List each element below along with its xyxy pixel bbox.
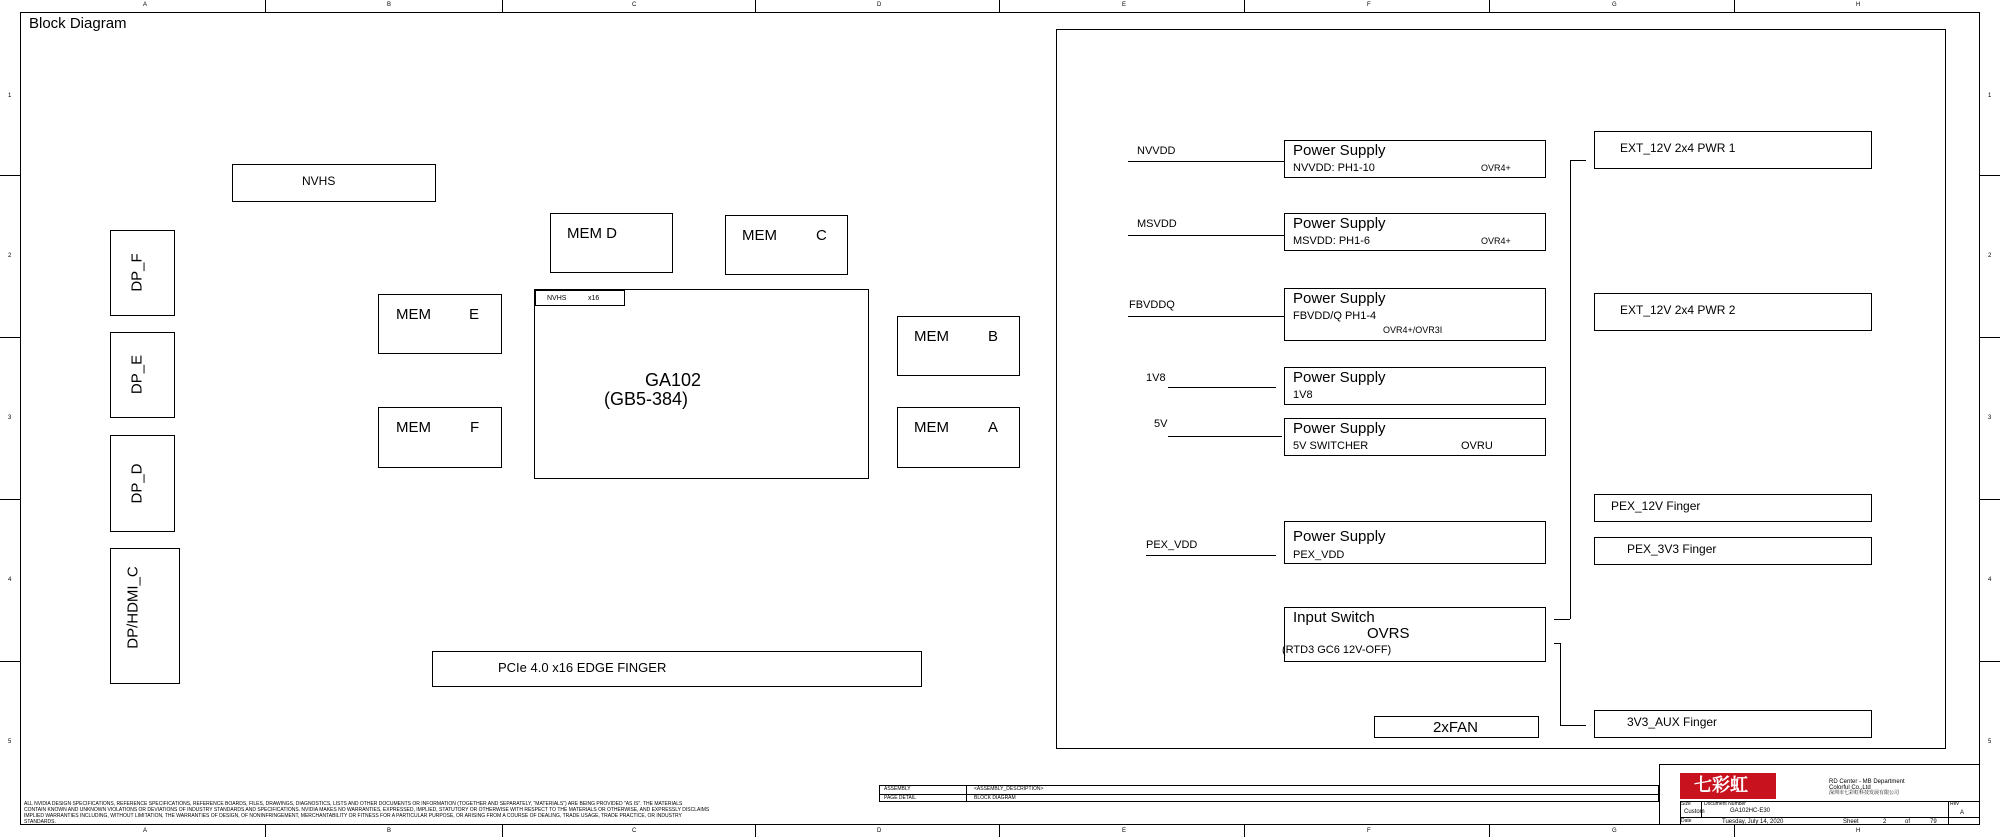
- pex-3v3-finger-label: PEX_3V3 Finger: [1627, 542, 1717, 556]
- rail-line-1v8: [1168, 387, 1276, 388]
- mem-f-letter: F: [470, 419, 480, 436]
- dp-hdmi-block: [110, 548, 180, 684]
- mem-d-label: MEM D: [567, 225, 617, 242]
- sheet-total: 79: [1930, 819, 1937, 825]
- mem-e-letter: E: [469, 306, 480, 323]
- ps-1v8-title: Power Supply: [1293, 369, 1386, 386]
- row-label-2: 2: [8, 253, 12, 259]
- mem-a-letter: A: [988, 419, 999, 436]
- nvhs-block: [232, 164, 436, 202]
- 12v-bus-bottom: [1554, 619, 1570, 620]
- ps-5v-sub: 5V SWITCHER: [1293, 440, 1369, 452]
- ext-12v-pwr2-label: EXT_12V 2x4 PWR 2: [1620, 303, 1736, 317]
- col-label-c-bottom: C: [632, 828, 637, 834]
- dp-f-block: [110, 230, 175, 316]
- title-block: [1659, 764, 1980, 825]
- size-label: Size: [1681, 801, 1691, 807]
- gpu-variant: (GB5-384): [604, 389, 689, 409]
- rail-line-msvdd: [1128, 235, 1284, 236]
- rail-label-pex-vdd: PEX_VDD: [1146, 539, 1198, 551]
- 12v-bus-top: [1570, 160, 1586, 161]
- pcie-edge-finger: [432, 651, 922, 687]
- col-label-a-bottom: A: [143, 828, 148, 834]
- ext-12v-pwr1-label: EXT_12V 2x4 PWR 1: [1620, 141, 1736, 155]
- disclaimer-line-1: ALL NVIDIA DESIGN SPECIFICATIONS, REFERENCE SPECIFICATIONS, REFERENCE BOARDS, FILES, DRAWINGS, DIAGNOSTICS, LISTS AND OTHER DOCUMENTS OR INFORMATION (TOGETHER AND SEPARATELY, "MATERIALS") ARE BEING PROVIDED "AS IS". THE MATERIALS: [24, 801, 683, 807]
- pex-12v-finger-label: PEX_12V Finger: [1611, 499, 1701, 513]
- rev-label: Rev: [1950, 801, 1959, 807]
- power-supply-msvdd: [1284, 213, 1546, 251]
- row-label-4-right: 4: [1988, 577, 1992, 583]
- input-switch-block: [1284, 607, 1546, 662]
- gpu-block: [534, 289, 869, 479]
- disclaimer: [24, 801, 884, 825]
- sheet-number: 2: [1883, 819, 1887, 825]
- company-name: Colorful Co.,Ltd: [1829, 785, 1871, 791]
- diagram-title: Block Diagram: [29, 15, 127, 32]
- ps-fbvddq-title: Power Supply: [1293, 290, 1386, 307]
- row-label-2-right: 2: [1988, 253, 1992, 259]
- row-label-5-right: 5: [1988, 739, 1992, 745]
- dp-e-label: DP_E: [128, 354, 146, 395]
- pcie-label: PCIe 4.0 x16 EDGE FINGER: [498, 660, 667, 675]
- ps-nvvdd-tag: OVR4+: [1481, 163, 1511, 173]
- rail-label-5v: 5V: [1154, 418, 1168, 430]
- rail-label-nvvdd: NVVDD: [1137, 145, 1176, 157]
- col-label-b-bottom: B: [387, 828, 392, 834]
- mem-b-letter: B: [988, 328, 999, 345]
- disclaimer-line-3: IMPLIED WARRANTIES INCLUDING, WITHOUT LIMITATION, THE WARRANTIES OF DESIGN, OF NONINFRINGEMENT, MERCHANTABILITY OR FITNESS FOR A PARTICULAR PURPOSE, OR ARISING FROM A COURSE OF DEALING, TRADE USAGE, TRADE PRACTICE, OR INDUSTRY: [24, 813, 682, 819]
- ps-nvvdd-sub: NVVDD: PH1-10: [1293, 162, 1375, 174]
- 12v-bus-line: [1570, 160, 1571, 619]
- col-label-b: B: [387, 2, 392, 8]
- gpu-name: GA102: [645, 370, 702, 390]
- mem-b-block: [897, 316, 1020, 376]
- disclaimer-line-4: STANDARDS.: [24, 819, 56, 825]
- ps-pex-vdd-sub: PEX_VDD: [1293, 549, 1345, 561]
- rail-label-1v8: 1V8: [1146, 372, 1166, 384]
- aux-bus-bottom: [1560, 725, 1586, 726]
- mem-d-block: [550, 213, 673, 273]
- docnum-label: Document Number: [1704, 801, 1746, 807]
- of-label: of: [1905, 819, 1911, 825]
- col-label-a: A: [143, 2, 148, 8]
- col-label-h: H: [1856, 2, 1861, 8]
- col-label-g-bottom: G: [1612, 828, 1617, 834]
- dp-e-block: [110, 332, 175, 418]
- mem-e-block: [378, 294, 502, 354]
- mem-c-block: [725, 215, 848, 275]
- row-label-3: 3: [8, 415, 12, 421]
- fan-block: [1374, 716, 1539, 738]
- date-label: Date: [1681, 818, 1692, 824]
- mem-c-letter: C: [816, 227, 827, 244]
- dp-f-label: DP_F: [128, 253, 146, 292]
- mem-e-label: MEM: [396, 306, 431, 323]
- sheet-label: Sheet: [1843, 819, 1859, 825]
- row-label-1: 1: [8, 93, 12, 99]
- aux-bus-top: [1554, 643, 1560, 644]
- assembly-block: [879, 785, 1659, 802]
- pex-12v-finger: [1594, 494, 1872, 522]
- power-supply-nvvdd: [1284, 140, 1546, 178]
- rail-line-5v: [1168, 436, 1282, 437]
- aux-3v3-finger-label: 3V3_AUX Finger: [1627, 715, 1718, 729]
- input-switch-title: Input Switch: [1293, 609, 1375, 626]
- ext-12v-pwr2: [1594, 293, 1872, 331]
- dept-name: RD Center - MB Department: [1829, 779, 1905, 785]
- power-supply-5v: [1284, 418, 1546, 456]
- mem-b-label: MEM: [914, 328, 949, 345]
- assembly-label: ASSEMBLY: [884, 786, 911, 792]
- ps-5v-tag: OVRU: [1461, 440, 1493, 452]
- ps-1v8-sub: 1V8: [1293, 389, 1313, 401]
- row-label-3-right: 3: [1988, 415, 1992, 421]
- company-name-cn: 深圳市七彩虹科技发展有限公司: [1829, 790, 1900, 796]
- rail-label-fbvddq: FBVDDQ: [1129, 299, 1175, 311]
- col-label-f: F: [1367, 2, 1371, 8]
- ps-5v-title: Power Supply: [1293, 420, 1386, 437]
- ps-fbvddq-sub: FBVDD/Q PH1-4: [1293, 310, 1377, 322]
- ps-fbvddq-tag: OVR4+/OVR3I: [1383, 325, 1443, 335]
- rev-value: A: [1960, 810, 1965, 816]
- fan-label: 2xFAN: [1433, 719, 1479, 736]
- mem-f-label: MEM: [396, 419, 431, 436]
- col-label-d: D: [877, 2, 882, 8]
- mem-a-block: [897, 407, 1020, 468]
- gpu-tab-x16: x16: [588, 295, 600, 302]
- col-label-e-bottom: E: [1122, 828, 1127, 834]
- company-logo: [1680, 773, 1776, 799]
- disclaimer-line-2: CONTAIN KNOWN AND UNKNOWN VIOLATIONS OR DEVIATIONS OF INDUSTRY STANDARDS AND SPECIFICATIONS. NVIDIA MAKES NO WARRANTIES, EXPRESSED, IMPLIED, STATUTORY OR OTHERWISE WITH RESPECT TO THE MATERIALS OR OTHERWISE, AND EXPRESSLY DISCLAIMS: [24, 807, 710, 813]
- page-detail-value: BLOCK DIAGRAM: [974, 795, 1016, 801]
- aux-3v3-finger: [1594, 710, 1872, 738]
- power-supply-pex-vdd: [1284, 521, 1546, 564]
- dp-hdmi-label: DP/HDMI_C: [124, 566, 142, 649]
- rail-line-pex-vdd: [1146, 555, 1276, 556]
- ext-12v-pwr1: [1594, 131, 1872, 169]
- col-label-d-bottom: D: [877, 828, 882, 834]
- col-label-e: E: [1122, 2, 1127, 8]
- rail-line-nvvdd: [1128, 161, 1284, 162]
- col-label-g: G: [1612, 2, 1617, 8]
- power-supply-fbvddq: [1284, 288, 1546, 341]
- aux-bus-line: [1560, 643, 1561, 725]
- input-switch-note: (RTD3 GC6 12V-OFF): [1282, 644, 1392, 656]
- assembly-value: <ASSEMBLY_DESCRIPTION>: [974, 786, 1044, 792]
- col-label-h-bottom: H: [1856, 828, 1861, 834]
- row-label-4: 4: [8, 577, 12, 583]
- dp-d-label: DP_D: [128, 463, 146, 504]
- mem-f-block: [378, 407, 502, 468]
- dp-d-block: [110, 435, 175, 532]
- input-switch-ovrs: OVRS: [1367, 625, 1410, 642]
- ps-pex-vdd-title: Power Supply: [1293, 528, 1386, 545]
- row-label-5: 5: [8, 739, 12, 745]
- rail-line-fbvddq: [1128, 316, 1284, 317]
- nvhs-label: NVHS: [302, 174, 336, 188]
- pex-3v3-finger: [1594, 537, 1872, 565]
- ps-msvdd-tag: OVR4+: [1481, 236, 1511, 246]
- page-detail-label: PAGE DETAIL: [884, 795, 917, 801]
- docnum-value: GA102HC-E30: [1730, 808, 1771, 814]
- rail-label-msvdd: MSVDD: [1137, 218, 1177, 230]
- ps-nvvdd-title: Power Supply: [1293, 142, 1386, 159]
- row-label-1-right: 1: [1988, 93, 1992, 99]
- ps-msvdd-sub: MSVDD: PH1-6: [1293, 235, 1371, 247]
- col-label-f-bottom: F: [1367, 828, 1371, 834]
- size-value: Custom: [1684, 809, 1705, 815]
- gpu-nvhs-tab: [535, 290, 625, 306]
- gpu-tab-nvhs: NVHS: [547, 295, 567, 302]
- mem-c-label: MEM: [742, 227, 777, 244]
- date-value: Tuesday, July 14, 2020: [1722, 819, 1784, 825]
- mem-a-label: MEM: [914, 419, 949, 436]
- ps-msvdd-title: Power Supply: [1293, 215, 1386, 232]
- col-label-c: C: [632, 2, 637, 8]
- logo-text: 七彩虹: [1694, 775, 1748, 796]
- power-supply-1v8: [1284, 367, 1546, 405]
